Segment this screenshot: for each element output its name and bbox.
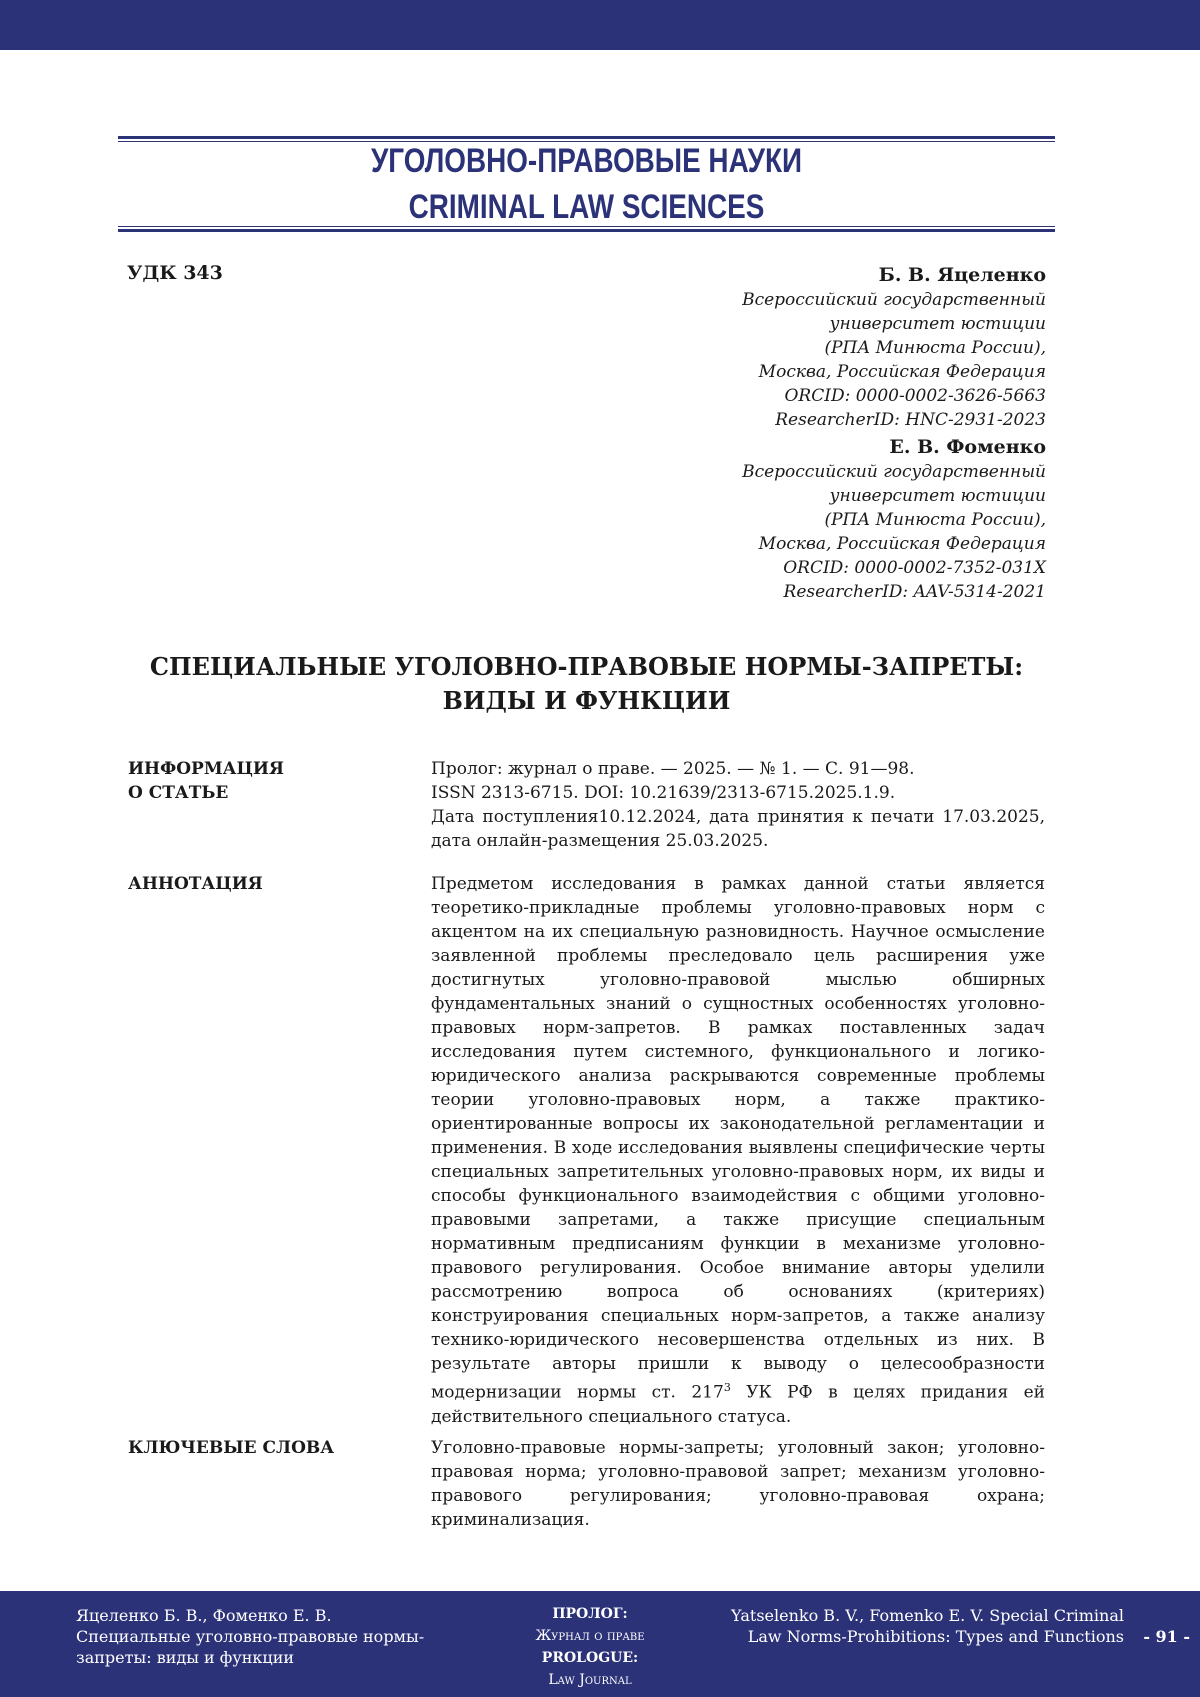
section-title-en: CRIMINAL LAW SCIENCES xyxy=(408,188,765,226)
top-band xyxy=(0,0,1200,50)
author-affiliation-line: университет юстиции xyxy=(829,486,1046,506)
info-label-line: ИНФОРМАЦИЯ xyxy=(128,759,284,779)
section-header xyxy=(118,136,1055,232)
citation: Пролог: журнал о праве. — 2025. — № 1. — С. 91—98. xyxy=(431,759,915,779)
author-affiliation-line: (РПА Минюста России), xyxy=(824,338,1046,358)
author-orcid: ORCID: 0000-0002-7352-031X xyxy=(783,558,1046,578)
author-affiliation-line: (РПА Минюста России), xyxy=(824,510,1046,530)
footer xyxy=(0,1591,1200,1697)
udk-code: УДК 343 xyxy=(127,262,223,284)
info-text xyxy=(431,757,1045,853)
abstract-body: Предметом исследования в рамках данной статьи является теоретико-прикладные проблемы уголовно-правовых норм с акцентом на их специальную разновидность. Научное осмысление заявленной проблемы преследовало цель расширения уже достигнутых уголовно-правовой мыслью обширных фундаментальных знаний о сущностных особенностях уголовно-правовых норм-запретов. В рамках поставленных задач исследования путем системного, функционального и логико-юридического анализа раскрываются современные проблемы теории уголовно-правовых норм, а также практико-ориентированные вопросы их законодательной регламентации и применения. В ходе исследования выявлены специфические черты специальных запретительных уголовно-правовых норм, их виды и способы функционального взаимодействия с общими уголовно-правовыми запретами, а также присущие специальным нормативным предписаниям функции в механизме уголовно-правового регулирования. Особое внимание авторы уделили рассмотрению вопроса об основаниях (критериях) конструирования специальных норм-запретов, а также анализу технико-юридического несовершенства отдельных из них. В результате авторы пришли к выводу о целесообразности модернизации нормы ст. 217 xyxy=(431,874,1045,1403)
footer-citation-en: Yatselenko B. V., Fomenko E. V. Special Criminal Law Norms-Prohibitions: Types and Functions xyxy=(731,1606,1124,1646)
info-label xyxy=(128,757,284,805)
section-title-ru: УГОЛОВНО-ПРАВОВЫЕ НАУКИ xyxy=(370,142,803,180)
journal-subtitle-ru: Журнал о праве xyxy=(535,1628,645,1644)
page-number: - 91 - xyxy=(1143,1627,1190,1646)
article-title-line: ВИДЫ И ФУНКЦИИ xyxy=(442,686,731,715)
author-affiliation-line: Всероссийский государственный xyxy=(742,462,1046,482)
header-rule xyxy=(118,136,1055,139)
journal-logo-text xyxy=(490,1603,690,1691)
author xyxy=(626,262,1046,432)
info-label-line: О СТАТЬЕ xyxy=(128,783,229,803)
author-orcid: ORCID: 0000-0002-3626-5663 xyxy=(784,386,1046,406)
author-affiliation-line: Москва, Российская Федерация xyxy=(758,362,1046,382)
header-rule xyxy=(118,226,1055,227)
header-rule xyxy=(118,229,1055,232)
author-researcher-id: ResearcherID: HNC-2931-2023 xyxy=(775,410,1046,430)
authors-block xyxy=(626,262,1046,604)
footer-citation-ru: Яцеленко Б. В., Фоменко Е. В. Специальные уголовно-правовые нормы-запреты: виды и функции xyxy=(76,1606,425,1667)
author-name: Б. В. Яцеленко xyxy=(878,264,1046,286)
dates: Дата поступления10.12.2024, дата принятия к печати 17.03.2025, дата онлайн-размещения 25.03.2025. xyxy=(431,807,1045,851)
journal-subtitle-en: Law Journal xyxy=(548,1672,632,1688)
author-affiliation-line: Всероссийский государственный xyxy=(742,290,1046,310)
author-name: Е. В. Фоменко xyxy=(889,436,1046,458)
journal-name-en: PROLOGUE: xyxy=(541,1650,639,1666)
abstract-text xyxy=(431,872,1045,1429)
keywords-text: Уголовно-правовые нормы-запреты; уголовный закон; уголовно-правовая норма; уголовно-правовой запрет; механизм уголовно-правового регулирования; уголовно-правовая охрана; криминализация. xyxy=(431,1438,1045,1530)
issn-doi: ISSN 2313-6715. DOI: 10.21639/2313-6715.2025.1.9. xyxy=(431,783,896,803)
author xyxy=(626,434,1046,604)
superscript: 3 xyxy=(723,1381,731,1394)
keywords-label: КЛЮЧЕВЫЕ СЛОВА xyxy=(128,1438,335,1458)
abstract-label: АННОТАЦИЯ xyxy=(128,874,263,894)
journal-name-ru: ПРОЛОГ: xyxy=(552,1606,628,1622)
article-title xyxy=(118,650,1055,718)
article-title-line: СПЕЦИАЛЬНЫЕ УГОЛОВНО-ПРАВОВЫЕ НОРМЫ-ЗАПРЕТЫ: xyxy=(149,652,1024,681)
author-affiliation-line: университет юстиции xyxy=(829,314,1046,334)
author-affiliation-line: Москва, Российская Федерация xyxy=(758,534,1046,554)
abstract-body-end: УК РФ в целях придания ей действительного специального статуса. xyxy=(431,1382,1045,1427)
author-researcher-id: ResearcherID: AAV-5314-2021 xyxy=(783,582,1046,602)
